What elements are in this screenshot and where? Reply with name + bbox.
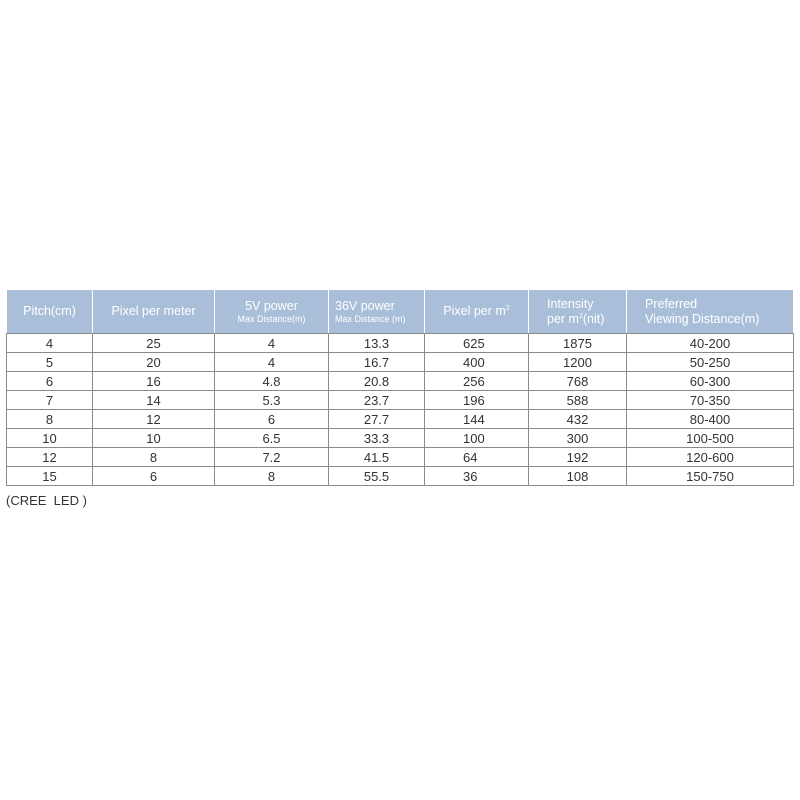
cell-pixel-per-meter: 6	[93, 467, 215, 486]
table-row	[7, 410, 794, 429]
header-36v-power: 36V power Max Distance (m)	[329, 290, 425, 334]
footnote: (CREE LED )	[6, 493, 87, 508]
cell-36v-max-distance: 20.8	[329, 372, 425, 391]
cell-pitch: 4	[7, 334, 93, 353]
cell-36v-max-distance: 41.5	[329, 448, 425, 467]
cell-pitch: 7	[7, 391, 93, 410]
table-row	[7, 391, 794, 410]
cell-36v-max-distance: 27.7	[329, 410, 425, 429]
led-spec-table	[6, 289, 794, 486]
cell-viewing-distance: 70-350	[627, 391, 794, 410]
cell-intensity: 588	[529, 391, 627, 410]
cell-viewing-distance: 60-300	[627, 372, 794, 391]
cell-pitch: 8	[7, 410, 93, 429]
table-row	[7, 429, 794, 448]
header-viewing-distance: Preferred Viewing Distance(m)	[627, 290, 794, 334]
cell-pixel-per-meter: 8	[93, 448, 215, 467]
cell-intensity: 432	[529, 410, 627, 429]
cell-36v-max-distance: 16.7	[329, 353, 425, 372]
cell-viewing-distance: 80-400	[627, 410, 794, 429]
cell-36v-max-distance: 13.3	[329, 334, 425, 353]
cell-pixel-per-m2: 625	[425, 334, 529, 353]
table-row	[7, 467, 794, 486]
cell-5v-max-distance: 6	[215, 410, 329, 429]
cell-pixel-per-m2: 256	[425, 372, 529, 391]
cell-5v-max-distance: 4	[215, 334, 329, 353]
cell-intensity: 192	[529, 448, 627, 467]
cell-viewing-distance: 50-250	[627, 353, 794, 372]
table-row	[7, 334, 794, 353]
cell-intensity: 300	[529, 429, 627, 448]
cell-intensity: 1875	[529, 334, 627, 353]
cell-pitch: 10	[7, 429, 93, 448]
cell-pixel-per-meter: 12	[93, 410, 215, 429]
cell-viewing-distance: 40-200	[627, 334, 794, 353]
cell-36v-max-distance: 23.7	[329, 391, 425, 410]
cell-5v-max-distance: 8	[215, 467, 329, 486]
cell-pitch: 6	[7, 372, 93, 391]
cell-36v-max-distance: 33.3	[329, 429, 425, 448]
table-row	[7, 372, 794, 391]
cell-pitch: 15	[7, 467, 93, 486]
table-body	[7, 334, 794, 486]
table-row	[7, 448, 794, 467]
cell-pitch: 12	[7, 448, 93, 467]
cell-pixel-per-m2: 100	[425, 429, 529, 448]
cell-viewing-distance: 120-600	[627, 448, 794, 467]
header-5v-power: 5V power Max Distance(m)	[215, 290, 329, 334]
header-row	[7, 290, 794, 334]
header-pixel-per-m2: Pixel per $m^2$	[425, 290, 529, 334]
cell-5v-max-distance: 6.5	[215, 429, 329, 448]
cell-pixel-per-m2: 400	[425, 353, 529, 372]
cell-pixel-per-meter: 10	[93, 429, 215, 448]
cell-pixel-per-m2: 64	[425, 448, 529, 467]
cell-pixel-per-meter: 20	[93, 353, 215, 372]
cell-36v-max-distance: 55.5	[329, 467, 425, 486]
cell-pixel-per-m2: 144	[425, 410, 529, 429]
header-pixel-per-meter: Pixel per meter	[93, 290, 215, 334]
cell-intensity: 768	[529, 372, 627, 391]
cell-pixel-per-meter: 25	[93, 334, 215, 353]
table-row	[7, 353, 794, 372]
cell-viewing-distance: 100-500	[627, 429, 794, 448]
cell-pixel-per-meter: 16	[93, 372, 215, 391]
cell-5v-max-distance: 4.8	[215, 372, 329, 391]
cell-pixel-per-meter: 14	[93, 391, 215, 410]
table-header	[7, 290, 794, 334]
cell-pixel-per-m2: 196	[425, 391, 529, 410]
cell-5v-max-distance: 7.2	[215, 448, 329, 467]
cell-viewing-distance: 150-750	[627, 467, 794, 486]
cell-pitch: 5	[7, 353, 93, 372]
cell-5v-max-distance: 5.3	[215, 391, 329, 410]
cell-intensity: 108	[529, 467, 627, 486]
header-intensity: Intensity per $m^2(nit)$	[529, 290, 627, 334]
cell-5v-max-distance: 4	[215, 353, 329, 372]
cell-intensity: 1200	[529, 353, 627, 372]
cell-pixel-per-m2: 36	[425, 467, 529, 486]
header-pitch: Pitch(cm)	[7, 290, 93, 334]
